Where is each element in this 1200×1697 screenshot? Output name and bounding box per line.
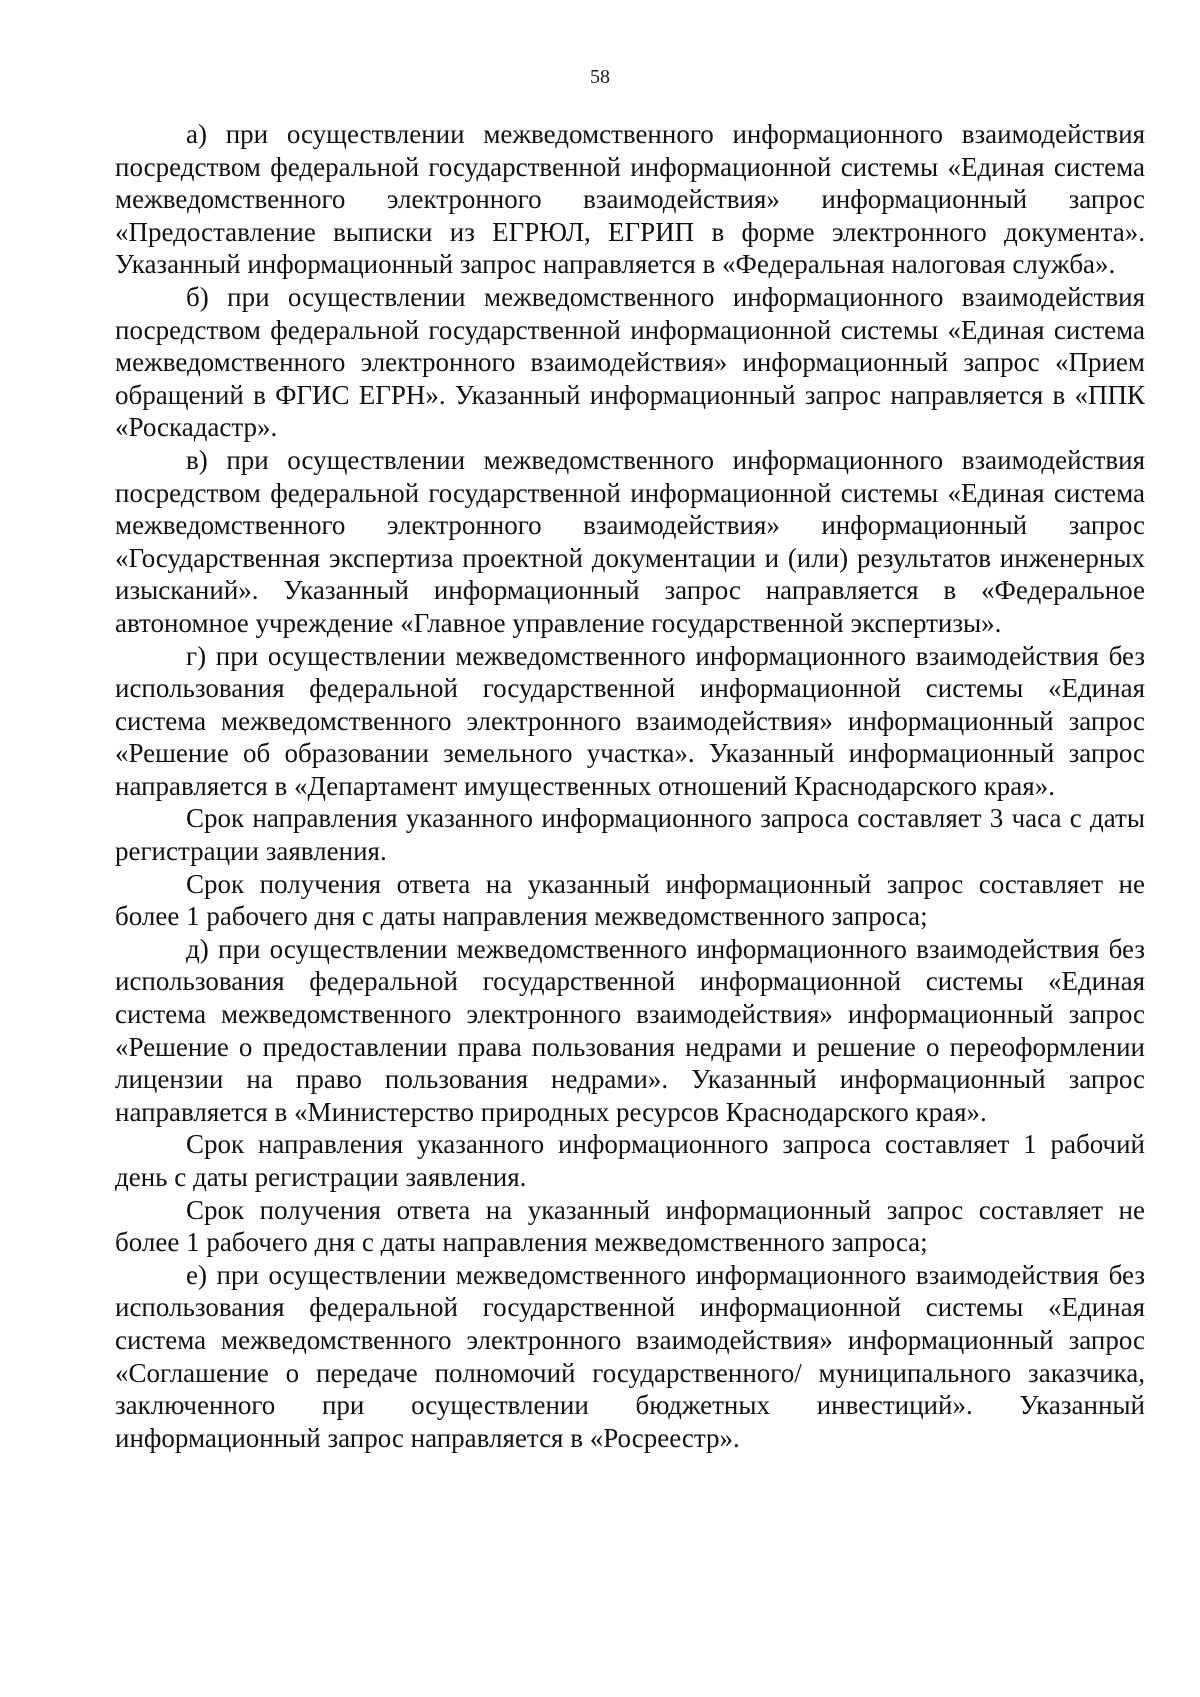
paragraph-v: в) при осуществлении межведомственного информационного взаимодействия посредством федеральной государственной информационной системы «Единая система межведомственного электронного взаимодействия» информационный запрос «Государственная экспертиза проектной документации и (или) результатов инженерных изысканий». Указанный информационный запрос направляется в «Федеральное автономное учреждение «Главное управление государственной экспертизы».: [115, 444, 1145, 638]
page-number: 58: [590, 66, 610, 88]
paragraph-e: е) при осуществлении межведомственного информационного взаимодействия без использования федеральной государственной информационной системы «Единая система межведомственного электронного взаимодействия» информационный запрос «Соглашение о передаче полномочий государственного/ муниципального заказчика, заключенного при осуществлении бюджетных инвестиций». Указанный информационный запрос направляется в «Росреестр».: [115, 1259, 1145, 1453]
document-body: [115, 118, 1145, 1454]
paragraph-d-response-deadline: Срок получения ответа на указанный информационный запрос составляет не более 1 рабочего дня с даты направления межведомственного запроса;: [115, 1194, 1145, 1258]
paragraph-d-request-deadline: Срок направления указанного информационного запроса составляет 1 рабочий день с даты регистрации заявления.: [115, 1129, 1145, 1192]
paragraph-g: г) при осуществлении межведомственного информационного взаимодействия без использования федеральной государственной информационной системы «Единая система межведомственного электронного взаимодействия» информационный запрос «Решение об образовании земельного участка». Указанный информационный запрос направляется в «Департамент имущественных отношений Краснодарского края».: [115, 640, 1145, 801]
paragraph-b: б) при осуществлении межведомственного информационного взаимодействия посредством федеральной государственной информационной системы «Единая система межведомственного электронного взаимодействия» информационный запрос «Прием обращений в ФГИС ЕГРН». Указанный информационный запрос направляется в «ППК «Роскадастр».: [115, 281, 1145, 443]
paragraph-a: а) при осуществлении межведомственного информационного взаимодействия посредством федеральной государственной информационной системы «Единая система межведомственного электронного взаимодействия» информационный запрос «Предоставление выписки из ЕГРЮЛ, ЕГРИП в форме электронного документа». Указанный информационный запрос направляется в «Федеральная налоговая служба».: [115, 119, 1145, 280]
paragraph-g-response-deadline: Срок получения ответа на указанный информационный запрос составляет не более 1 рабочего дня с даты направления межведомственного запроса;: [115, 868, 1145, 932]
paragraph-d: д) при осуществлении межведомственного информационного взаимодействия без использования федеральной государственной информационной системы «Единая система межведомственного электронного взаимодействия» информационный запрос «Решение о предоставлении права пользования недрами и решение о переоформлении лицензии на право пользования недрами». Указанный информационный запрос направляется в «Министерство природных ресурсов Краснодарского края».: [115, 933, 1145, 1127]
paragraph-g-request-deadline: Срок направления указанного информационного запроса составляет 3 часа с даты регистрации заявления.: [115, 803, 1145, 867]
